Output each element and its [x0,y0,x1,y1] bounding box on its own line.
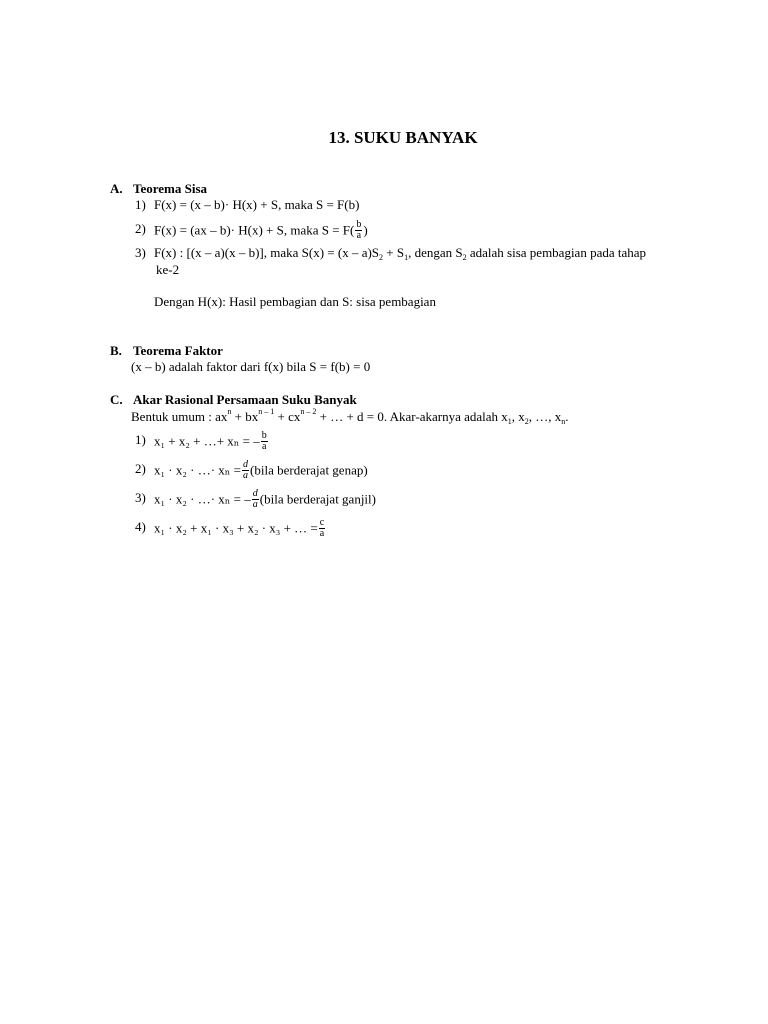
section-a-item-3-num: 3) [135,245,146,260]
fraction-denominator: a [356,230,362,241]
section-a-item-3-continuation: ke-2 [156,262,180,277]
section-c-item-1-num: 1) [135,432,146,447]
formula-lhs: x₁ · x₂ + x₁ · x₃ + x₂ · x₃ + … = [154,520,318,536]
formula-lhs: x₁ + x₂ + …+ xₙ = – [154,433,260,449]
fraction-b-over-a [261,431,268,452]
fraction-denominator: a [319,528,325,539]
fraction-d-over-a [252,489,259,510]
item-3-part: adalah sisa pembagian pada tahap [466,245,647,260]
fraction-denominator: a [262,441,267,452]
item-3-part: F(x) : [(x – a)(x – b)], maka S(x) = (x – a)S [154,245,380,260]
subscript: 1 [507,417,512,426]
general-part: Bentuk umum : ax [131,409,228,424]
section-a-item-1-num: 1) [135,197,146,212]
fraction-numerator: d [252,488,258,499]
section-c-letter: C. [110,392,123,407]
section-a-item-2-num: 2) [135,221,146,236]
fraction-numerator: b [356,219,362,230]
subscript: 1 [404,253,409,262]
section-a-item-2-after: ) [363,222,368,238]
section-a-letter: A. [110,181,123,196]
fraction-denominator: a [243,470,249,481]
exponent: n – 1 [258,407,275,416]
general-part: + bx [231,409,259,424]
formula-note: (bila berderajat ganjil) [259,491,376,507]
section-c-item-3-formula [154,490,376,511]
section-b-heading: Teorema Faktor [133,343,223,358]
general-part: , x [511,409,525,424]
fraction-b-over-a [355,220,362,241]
section-b-text: (x – b) adalah faktor dari f(x) bila S = f(b) = 0 [131,359,371,374]
subscript: n [561,417,566,426]
section-a-item-2-before: F(x) = (ax – b)· H(x) + S, maka S = F( [154,222,355,238]
page-title: 13. SUKU BANYAK [328,128,478,147]
section-a-item-1-text: F(x) = (x – b)· H(x) + S, maka S = F(b) [154,197,360,212]
general-part: + … + d = 0. Akar-akarnya adalah x [316,409,508,424]
fraction-d-over-a [242,460,249,481]
general-part: . [565,409,569,424]
formula-lhs: x₁ · x₂ · …· xₙ = – [154,491,251,507]
exponent: n [227,407,232,416]
fraction-numerator: c [319,517,325,528]
general-part: , …, x [528,409,562,424]
section-a-heading: Teorema Sisa [133,181,208,196]
formula-lhs: x₁ · x₂ · …· xₙ = [154,462,242,478]
formula-note: (bila berderajat genap) [250,462,368,478]
section-c-general-form [131,409,569,425]
item-3-part: , dengan S [408,245,463,260]
section-c-heading: Akar Rasional Persamaan Suku Banyak [133,392,357,407]
section-c-item-2-num: 2) [135,461,146,476]
section-a-item-2-text [154,221,368,242]
section-a-item-3-text [154,245,646,261]
subscript: 2 [379,253,384,262]
item-3-part: + S [383,245,405,260]
fraction-c-over-a [319,518,325,539]
general-part: + cx [274,409,301,424]
fraction-numerator: b [261,430,267,441]
section-c-item-2-formula [154,461,368,482]
fraction-numerator: d [243,459,249,470]
section-c-item-3-num: 3) [135,490,146,505]
section-c-item-4-num: 4) [135,519,146,534]
section-c-item-4-formula [154,519,326,540]
exponent: n – 2 [300,407,317,416]
subscript: 2 [524,417,529,426]
section-a-note: Dengan H(x): Hasil pembagian dan S: sisa pembagian [154,294,436,309]
fraction-denominator: a [252,499,258,510]
subscript: 2 [462,253,467,262]
section-b-letter: B. [110,343,122,358]
section-c-item-1-formula [154,432,269,453]
